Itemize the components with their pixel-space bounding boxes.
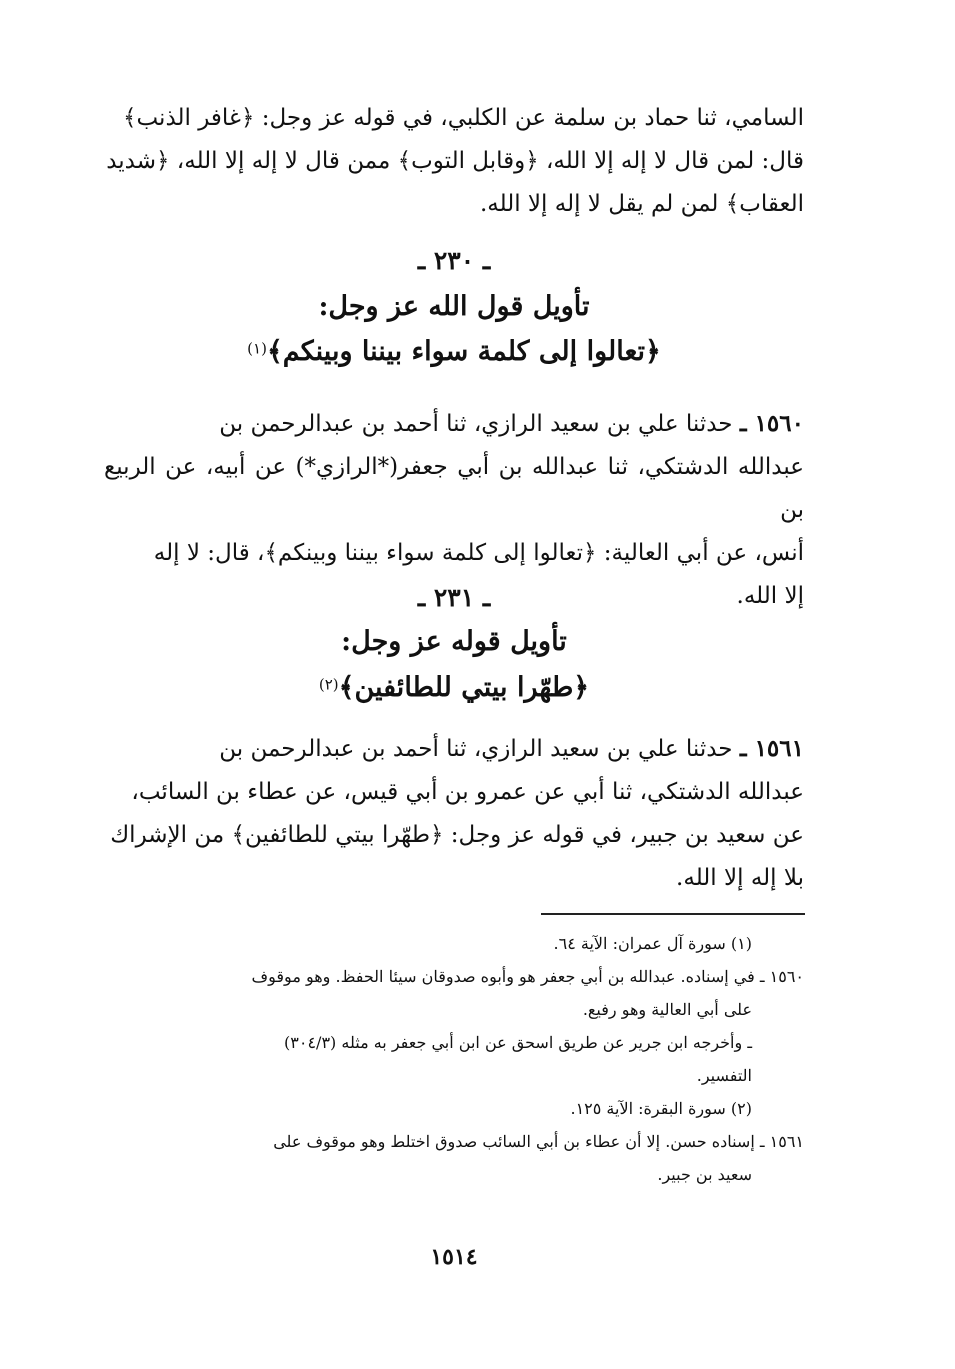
section-231-header bbox=[104, 583, 804, 612]
hadith-line: بلا إله إلا الله. bbox=[676, 865, 804, 891]
footnote-1561: ١٥٦١ ـ إسناده حسن. إلا أن عطاء بن أبي السائب صدوق اختلط وهو موقوف على bbox=[273, 1132, 804, 1151]
hadith-line: ١٥٦١ ـ حدثنا علي بن سعيد الرازي، ثنا أحمد بن عبدالرحمن بن bbox=[219, 735, 804, 762]
hadith-line: عبدالله الدشتكي، ثنا أبي عن عمرو بن أبي قيس، عن عطاء بن السائب، bbox=[131, 779, 804, 805]
footnote-1560: ١٥٦٠ ـ في إسناده. عبدالله بن أبي جعفر هو وأبوه صدوقان سيئا الحفظ. وهو موقوف bbox=[251, 967, 804, 986]
section-title: تأويل قوله عز وجل: bbox=[341, 626, 567, 657]
section-230-header bbox=[104, 246, 804, 275]
footnote-1560-cont: على أبي العالية وهو رفيع. bbox=[582, 1000, 752, 1019]
intro-paragraph bbox=[104, 97, 804, 226]
section-231-verse-block bbox=[104, 672, 804, 703]
hadith-line: إلا الله. bbox=[736, 583, 804, 609]
footnote-ref: (٢) bbox=[318, 675, 339, 694]
hadith-1561 bbox=[104, 727, 804, 900]
section-title: تأويل قول الله عز وجل: bbox=[318, 291, 590, 322]
intro-line: السامي، ثنا حماد بن سلمة عن الكلبي، في قوله عز وجل: ﴿غافر الذنب﴾ bbox=[122, 105, 804, 131]
section-number: ـ ٢٣٠ ـ bbox=[417, 246, 491, 275]
hadith-line: عن سعيد بن جبير، في قوله عز وجل: ﴿طهّرا بيتي للطائفين﴾ من الإشراك bbox=[110, 822, 804, 848]
footnote-ref: (١) bbox=[247, 339, 267, 358]
hadith-number: ١٥٦١ ـ bbox=[739, 735, 804, 762]
footnote-1560-cont: التفسير. bbox=[696, 1066, 752, 1085]
hadith-line: ١٥٦٠ ـ حدثنا علي بن سعيد الرازي، ثنا أحمد بن عبدالرحمن بن bbox=[219, 410, 804, 437]
footnote-1561-cont: سعيد بن جبير. bbox=[657, 1165, 752, 1184]
intro-line: قال: لمن قال لا إله إلا الله، ﴿وقابل التوب﴾ ممن قال لا إله إلا الله، ﴿شديد bbox=[106, 148, 804, 174]
footnote-separator bbox=[541, 913, 805, 915]
section-verse: ﴿طهّرا بيتي للطائفين﴾ bbox=[338, 672, 590, 703]
section-number: ـ ٢٣١ ـ bbox=[417, 583, 491, 612]
footnote-1: (١) سورة آل عمران: الآية ٦٤. bbox=[553, 934, 752, 953]
footnote-1560-cont: ـ وأخرجه ابن جرير عن طريق اسحق عن ابن أبي جعفر به مثله (٣٠٤/٣) bbox=[284, 1033, 752, 1052]
footnote-2: (٢) سورة البقرة: الآية ١٢٥. bbox=[570, 1099, 752, 1118]
section-231-title-block bbox=[104, 626, 804, 657]
intro-line: العقاب﴾ لمن لم يقل لا إله إلا الله. bbox=[479, 191, 804, 217]
section-230-verse-block bbox=[104, 336, 804, 367]
page-number: ١٥١٤ bbox=[430, 1244, 478, 1270]
section-230-title-block bbox=[104, 291, 804, 322]
page bbox=[104, 0, 804, 1369]
hadith-line: أنس، عن أبي العالية: ﴿تعالوا إلى كلمة سواء بيننا وبينكم﴾، قال: لا إله bbox=[153, 540, 804, 566]
hadith-line: عبدالله الدشتكي، ثنا عبدالله بن أبي جعفر(*الرازي*) عن أبيه، عن الربيع بن bbox=[104, 454, 804, 523]
section-verse: ﴿تعالوا إلى كلمة سواء بيننا وبينكم﴾ bbox=[266, 336, 661, 367]
footnotes bbox=[104, 927, 804, 1191]
hadith-number: ١٥٦٠ ـ bbox=[739, 410, 804, 437]
